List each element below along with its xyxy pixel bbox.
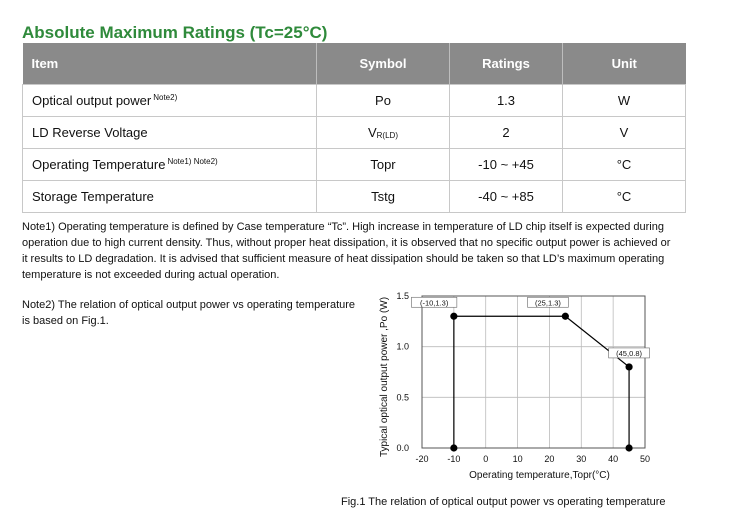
x-tick-label: 30: [576, 454, 587, 464]
symbol-cell: [317, 181, 450, 213]
unit-cell: W: [563, 85, 686, 117]
item-cell: [23, 85, 317, 117]
rating-cell: -40 ~ +85: [450, 181, 563, 213]
y-tick-label: 0.5: [396, 392, 409, 403]
rating-cell: 1.3: [450, 85, 563, 117]
annotation-label: (-10,1.3): [419, 298, 449, 308]
item-label: Optical output power: [32, 93, 152, 108]
x-tick-label: 10: [512, 454, 523, 464]
x-tick-label: 50: [639, 454, 651, 464]
symbol-text: Po: [375, 93, 391, 108]
data-point: [450, 313, 457, 320]
item-label: Operating Temperature: [32, 157, 166, 172]
annotations: [411, 297, 649, 358]
unit-cell: °C: [563, 181, 686, 213]
x-axis-label: Operating temperature,Topr(°C): [469, 470, 610, 481]
symbol-subscript: R(LD): [376, 131, 398, 140]
data-point: [625, 444, 632, 451]
symbol-text: Tstg: [371, 189, 395, 204]
table-row: [23, 149, 686, 181]
item-cell: [23, 181, 317, 213]
annotation-label: (25,1.3): [535, 298, 561, 308]
item-cell: [23, 117, 317, 149]
x-tick-label: -20: [415, 454, 429, 464]
annotation-label: (45,0.8): [616, 348, 643, 358]
y-tick-label: 1.0: [396, 341, 409, 352]
symbol-cell: [317, 85, 450, 117]
y-axis-label: Typical optical output power ,Po (W): [379, 296, 390, 458]
header-unit: Unit: [563, 43, 686, 85]
header-ratings: Ratings: [450, 43, 563, 85]
table-row: [23, 181, 686, 213]
header-item: Item: [23, 43, 317, 85]
unit-cell: °C: [563, 149, 686, 181]
item-note: Note1) Note2): [167, 157, 218, 166]
data-point: [450, 444, 457, 451]
item-note: Note2): [153, 93, 178, 102]
note1-paragraph: Note1) Operating temperature is defined by Case temperature “Tc”. High increase in temperature of LD chip itself is expected during operation due to high current density. Thus, without proper heat dissipation, it is observed that no specific output power is achieved or it results to LD degradation. It is advised that sufficient measure of heat dissipation should be taken so that LD’s maximum operating temperature is not exceeded during actual operation.: [22, 221, 671, 281]
note2-paragraph: Note2) The relation of optical output power vs operating temperature is based on Fig.1.: [22, 299, 356, 327]
x-tick-label: 0: [483, 454, 489, 464]
rating-cell: -10 ~ +45: [450, 149, 563, 181]
y-tick-label: 1.5: [396, 291, 409, 301]
figure-caption: Fig.1 The relation of optical output power vs operating temperature: [341, 496, 666, 508]
series-line: [454, 316, 629, 448]
data-point: [562, 313, 569, 320]
series-layer: [450, 313, 632, 452]
item-cell: [23, 149, 317, 181]
ratings-table: [22, 43, 686, 213]
symbol-cell: [317, 117, 450, 149]
x-tick-label: -10: [447, 454, 461, 464]
tick-labels: [396, 291, 650, 464]
item-label: LD Reverse Voltage: [32, 125, 148, 140]
y-tick-label: 0.0: [396, 443, 409, 453]
symbol-text: V: [367, 125, 377, 140]
power-vs-temperature-chart: [360, 282, 660, 487]
page-title: Absolute Maximum Ratings (Tc=25°C): [22, 23, 328, 42]
x-tick-label: 40: [608, 454, 619, 464]
table-header-row: [23, 43, 686, 85]
header-symbol: Symbol: [317, 43, 450, 85]
data-point: [625, 363, 632, 370]
x-tick-label: 20: [544, 454, 555, 464]
symbol-text: Topr: [370, 157, 396, 172]
table-row: [23, 85, 686, 117]
table-row: [23, 117, 686, 149]
symbol-cell: [317, 149, 450, 181]
unit-cell: V: [563, 117, 686, 149]
rating-cell: 2: [450, 117, 563, 149]
item-label: Storage Temperature: [32, 189, 154, 204]
